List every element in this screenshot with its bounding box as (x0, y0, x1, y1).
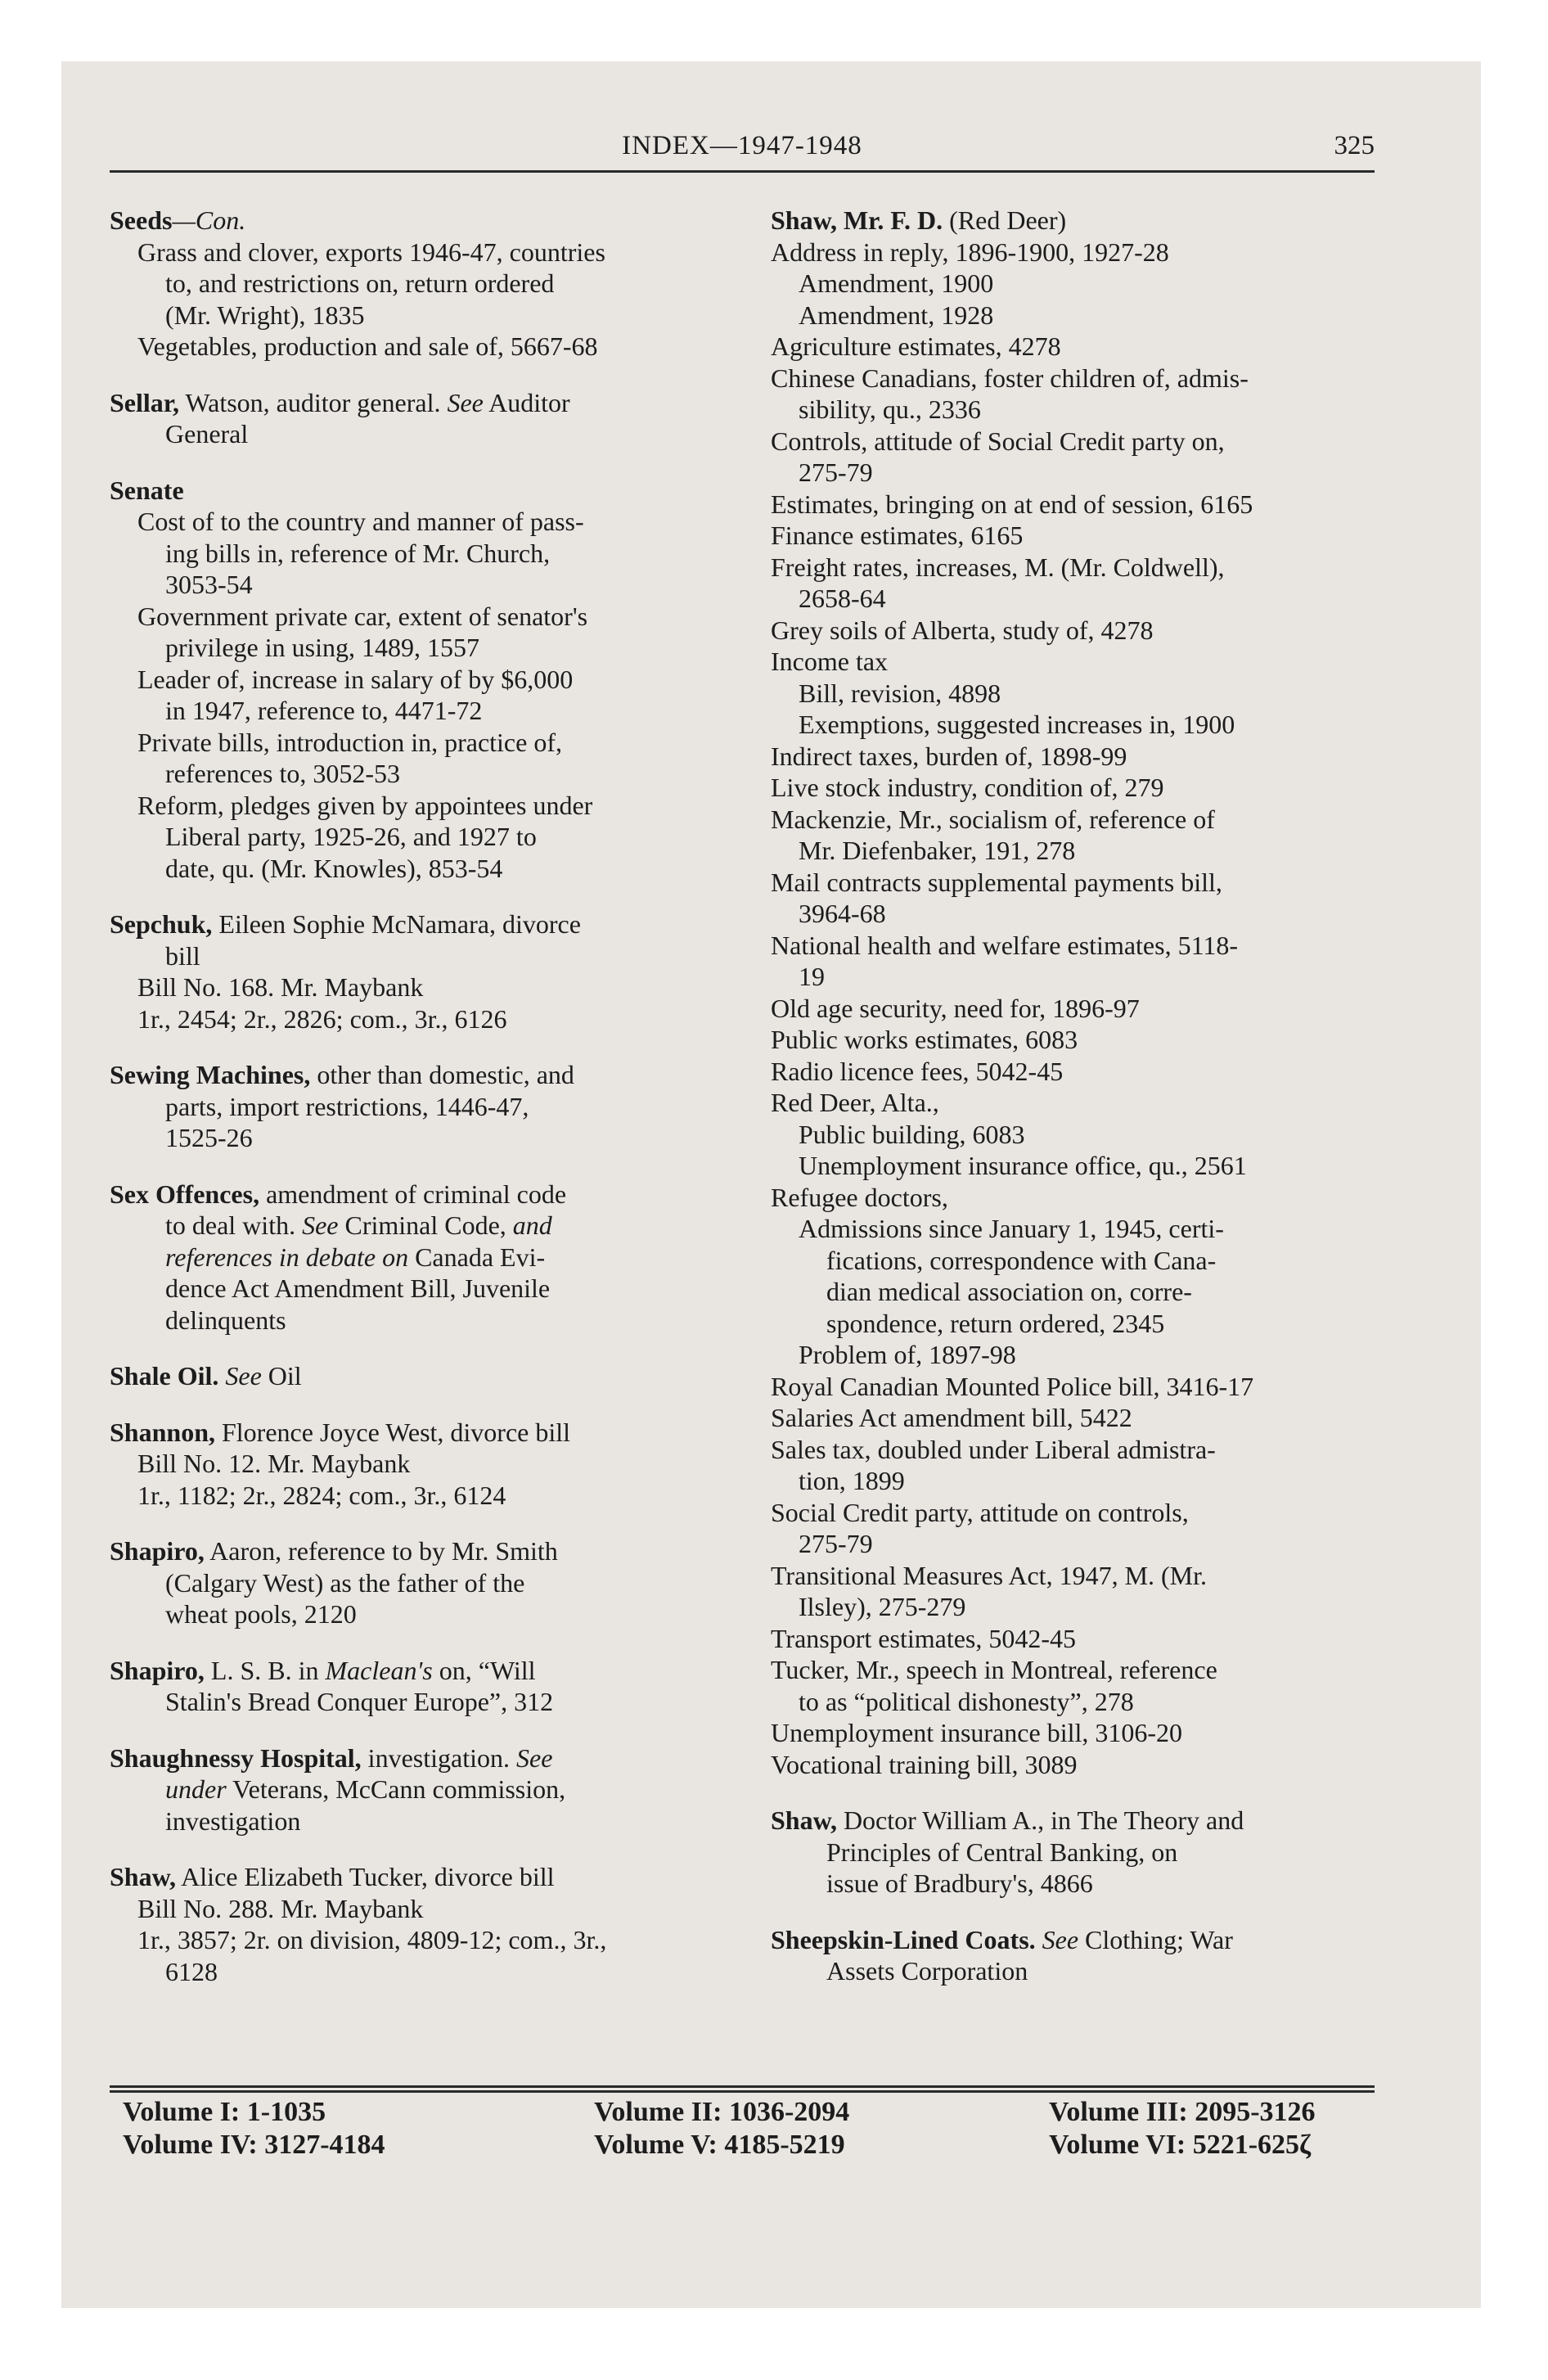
entry-text: 2658-64 (799, 584, 886, 613)
entry-text: Unemployment insurance office, qu., 2561 (799, 1151, 1247, 1180)
entry-italic-text: under (165, 1774, 227, 1804)
entry-text: in 1947, reference to, 4471-72 (165, 696, 483, 725)
entry-text: 6128 (165, 1956, 218, 1986)
index-line (771, 1955, 1376, 1987)
entry-text: Refugee doctors, (771, 1182, 948, 1212)
index-line (771, 1465, 1376, 1497)
entry-text: Stalin's Bread Conquer Europe”, 312 (165, 1687, 554, 1716)
entry-text: spondence, return ordered, 2345 (826, 1308, 1165, 1338)
entry-text: (Calgary West) as the father of the (165, 1567, 525, 1598)
index-line (110, 1893, 715, 1925)
entry-text: Controls, attitude of Social Credit party on, (771, 426, 1225, 456)
entry-text: Address in reply, 1896-1900, 1927-28 (771, 237, 1169, 267)
index-line (771, 741, 1376, 773)
entry-headword: Shaughnessy Hospital, (110, 1742, 362, 1773)
index-entry (110, 475, 715, 885)
index-line (110, 331, 715, 363)
entry-text: bill (165, 940, 200, 971)
index-entry (110, 1655, 715, 1718)
index-line (110, 268, 715, 300)
index-line (771, 1528, 1376, 1560)
entry-text: 1525-26 (165, 1123, 253, 1152)
index-line (110, 908, 715, 940)
entry-text: General (165, 419, 249, 449)
index-line (110, 1686, 715, 1718)
entry-text: to, and restrictions on, return ordered (165, 268, 555, 298)
entry-text: Live stock industry, condition of, 279 (771, 773, 1164, 802)
index-entry (110, 1742, 715, 1837)
index-line (110, 1655, 715, 1687)
index-line (110, 569, 715, 601)
entry-text: Canada Evi- (408, 1242, 546, 1272)
entry-italic-text: See (302, 1210, 339, 1240)
entry-text: Government private car, extent of senator's (137, 601, 588, 631)
footer-rule-top-2 (110, 2090, 1375, 2093)
entry-text: Amendment, 1928 (799, 300, 994, 330)
entry-text: Tucker, Mr., speech in Montreal, reference (771, 1655, 1217, 1684)
entry-text: L. S. B. in (204, 1655, 326, 1685)
index-entry (110, 1059, 715, 1154)
entry-italic-text: —Con. (172, 205, 246, 235)
index-line (771, 300, 1376, 331)
index-line (110, 1567, 715, 1599)
index-line (771, 646, 1376, 678)
index-line (110, 1774, 715, 1805)
index-line (771, 457, 1376, 489)
index-entry (771, 1805, 1376, 1900)
index-line (110, 1242, 715, 1273)
entry-text: Alice Elizabeth Tucker, divorce bill (175, 1862, 555, 1891)
entry-headword: Senate (110, 475, 184, 505)
index-entry (110, 387, 715, 450)
entry-text: Vocational training bill, 3089 (771, 1749, 1078, 1779)
entry-text: Public works estimates, 6083 (771, 1025, 1078, 1054)
entry-text: sibility, qu., 2336 (799, 394, 981, 424)
entry-text: Criminal Code, (338, 1210, 513, 1240)
index-line (110, 205, 715, 237)
entry-text: Royal Canadian Mounted Police bill, 3416-17 (771, 1371, 1254, 1401)
index-entry (110, 1417, 715, 1512)
entry-text: 1r., 1182; 2r., 2824; com., 3r., 6124 (137, 1480, 506, 1510)
entry-text: amendment of criminal code (259, 1179, 567, 1209)
index-line (771, 583, 1376, 615)
entry-text: Income tax (771, 647, 889, 676)
index-line (110, 475, 715, 507)
entry-text: 275-79 (799, 1529, 873, 1558)
entry-text: 19 (799, 962, 825, 991)
index-entry (110, 1861, 715, 1987)
entry-headword: Shaw, Mr. F. D. (771, 205, 943, 235)
entry-text: to deal with. (165, 1210, 303, 1240)
index-line (771, 1119, 1376, 1151)
index-line (771, 1749, 1376, 1781)
index-entry (771, 1924, 1376, 1987)
entry-italic-text: and (512, 1210, 552, 1240)
entry-text: investigation (165, 1805, 301, 1836)
index-line (110, 1598, 715, 1630)
index-line (771, 237, 1376, 268)
index-line (110, 418, 715, 450)
entry-text: privilege in using, 1489, 1557 (165, 633, 479, 662)
entry-text: Old age security, need for, 1896-97 (771, 993, 1140, 1023)
volume-key: Volume II: 1036-2094 (594, 2097, 850, 2127)
entry-text: Social Credit party, attitude on controls, (771, 1497, 1189, 1527)
index-line (771, 1245, 1376, 1277)
entry-headword: Shannon, (110, 1417, 215, 1447)
entry-text: on, “Will (432, 1655, 536, 1685)
entry-text: 275-79 (799, 458, 873, 487)
entry-headword: Shapiro, (110, 1655, 205, 1685)
entry-text: Reform, pledges given by appointees under (137, 790, 593, 820)
entry-headword: Shale Oil. (110, 1361, 219, 1391)
index-line (110, 1360, 715, 1392)
entry-text: to as “political dishonesty”, 278 (799, 1686, 1134, 1716)
entry-text: investigation. (361, 1742, 516, 1773)
index-line (110, 940, 715, 972)
index-line (771, 930, 1376, 962)
entry-text: Transitional Measures Act, 1947, M. (Mr. (771, 1560, 1208, 1590)
index-line (771, 615, 1376, 647)
index-line (110, 1122, 715, 1154)
index-line (771, 772, 1376, 804)
index-line (771, 835, 1376, 867)
entry-text: Vegetables, production and sale of, 5667-68 (137, 331, 598, 361)
entry-text: other than domestic, and (310, 1060, 574, 1089)
entry-headword: Sex Offences, (110, 1179, 260, 1209)
entry-text: Agriculture estimates, 4278 (771, 331, 1061, 361)
index-line (771, 394, 1376, 426)
entry-text: 3053-54 (165, 570, 253, 599)
volume-key: Volume V: 4185-5219 (594, 2130, 845, 2160)
entry-text: Public building, 6083 (799, 1119, 1025, 1149)
entry-text: Bill No. 168. Mr. Maybank (137, 972, 424, 1002)
entry-text: Eileen Sophie McNamara, divorce (212, 909, 581, 939)
index-entry (110, 1179, 715, 1336)
entry-text (1036, 1925, 1042, 1954)
index-line (110, 758, 715, 790)
entry-headword: Seeds (110, 205, 173, 235)
entry-text: Grass and clover, exports 1946-47, countries (137, 237, 605, 267)
entry-text: Freight rates, increases, M. (Mr. Coldwell), (771, 552, 1225, 582)
index-line (110, 1003, 715, 1035)
entry-text: Florence Joyce West, divorce bill (214, 1417, 571, 1447)
entry-text: ing bills in, reference of Mr. Church, (165, 538, 551, 568)
entry-text: Cost of to the country and manner of pass- (137, 507, 584, 536)
index-line (771, 1591, 1376, 1623)
index-line (110, 1210, 715, 1242)
entry-text: Auditor (483, 387, 570, 417)
volume-key: Volume III: 2095-3126 (1049, 2097, 1316, 2127)
index-line (771, 898, 1376, 930)
index-line (771, 678, 1376, 710)
index-line (110, 727, 715, 759)
entry-text: Veterans, McCann commission, (226, 1774, 566, 1804)
index-column-left (110, 205, 715, 2012)
index-line (771, 1654, 1376, 1686)
entry-italic-text: See (1042, 1924, 1079, 1954)
entry-text: Finance estimates, 6165 (771, 521, 1024, 550)
entry-text: Admissions since January 1, 1945, certi- (799, 1214, 1224, 1243)
entry-headword: Sheepskin-Lined Coats. (771, 1924, 1036, 1954)
entry-text: dence Act Amendment Bill, Juvenile (165, 1273, 551, 1303)
entry-text: (Mr. Wright), 1835 (165, 300, 365, 330)
index-line (771, 1182, 1376, 1214)
header-rule (110, 170, 1375, 173)
index-entry (110, 1535, 715, 1630)
entry-text: Private bills, introduction in, practice of, (137, 727, 562, 757)
index-line (771, 1497, 1376, 1529)
index-entry (110, 1360, 715, 1392)
index-line (771, 993, 1376, 1025)
entry-italic-text: Maclean's (325, 1655, 433, 1685)
entry-text: dian medical association on, corre- (826, 1277, 1192, 1306)
index-line (110, 1742, 715, 1774)
index-line (110, 1305, 715, 1336)
index-line (771, 1371, 1376, 1403)
index-line (771, 331, 1376, 363)
index-line (771, 1837, 1376, 1868)
index-line (771, 1560, 1376, 1592)
entry-text: Chinese Canadians, foster children of, admis- (771, 363, 1249, 393)
entry-text: Salaries Act amendment bill, 5422 (771, 1403, 1132, 1432)
entry-text: Bill No. 12. Mr. Maybank (137, 1449, 411, 1478)
entry-text: Watson, auditor general. (179, 387, 448, 417)
index-line (110, 821, 715, 853)
index-line (110, 790, 715, 822)
index-line (771, 1434, 1376, 1466)
index-entry (110, 205, 715, 363)
page-header (110, 131, 1375, 172)
entry-headword: Shaw, (771, 1805, 837, 1835)
index-line (110, 1956, 715, 1988)
entry-headword: Sellar, (110, 387, 180, 417)
index-line (110, 695, 715, 727)
entry-italic-text: See (447, 387, 484, 417)
index-line (771, 1339, 1376, 1371)
entry-text: tion, 1899 (799, 1466, 905, 1495)
index-line (110, 1417, 715, 1449)
index-line (110, 1861, 715, 1893)
index-line (771, 1056, 1376, 1088)
entry-text: Doctor William A., in The Theory and (836, 1805, 1244, 1835)
index-line (110, 971, 715, 1003)
entry-headword: Sepchuk, (110, 909, 213, 939)
index-line (771, 426, 1376, 458)
entry-italic-text: references in debate on (165, 1242, 409, 1272)
index-entry (771, 205, 1376, 1780)
index-line (771, 867, 1376, 899)
entry-text: Red Deer, Alta., (771, 1088, 939, 1117)
entry-text: Estimates, bringing on at end of session, 6165 (771, 489, 1253, 519)
entry-text: Indirect taxes, burden of, 1898-99 (771, 741, 1127, 771)
entry-text: Mackenzie, Mr., socialism of, reference of (771, 804, 1215, 834)
entry-text: 3964-68 (799, 899, 886, 928)
entry-text: Principles of Central Banking, on (826, 1837, 1178, 1867)
index-line (110, 506, 715, 538)
index-line (771, 709, 1376, 741)
entry-text: Leader of, increase in salary of by $6,000 (137, 664, 574, 694)
index-line (771, 1686, 1376, 1718)
index-line (771, 520, 1376, 552)
entry-text: fications, correspondence with Cana- (826, 1245, 1217, 1275)
entry-text: wheat pools, 2120 (165, 1599, 357, 1629)
index-line (771, 552, 1376, 584)
entry-text: Bill, revision, 4898 (799, 678, 1001, 708)
index-line (771, 205, 1376, 237)
index-line (771, 961, 1376, 993)
index-line (771, 1150, 1376, 1182)
index-line (110, 1273, 715, 1305)
entry-text: Oil (261, 1361, 302, 1391)
entry-text: Assets Corporation (826, 1956, 1028, 1986)
index-line (110, 300, 715, 331)
entry-text: Liberal party, 1925-26, and 1927 to (165, 822, 537, 851)
entry-italic-text: See (515, 1742, 553, 1773)
index-line (771, 1213, 1376, 1245)
index-line (110, 237, 715, 268)
entry-text: Aaron, reference to by Mr. Smith (204, 1536, 558, 1566)
page-number: 325 (1334, 131, 1375, 160)
entry-text: Mail contracts supplemental payments bill, (771, 867, 1222, 897)
entry-text: delinquents (165, 1305, 286, 1335)
entry-headword: Sewing Machines, (110, 1060, 311, 1089)
index-line (771, 1868, 1376, 1900)
index-line (110, 1179, 715, 1210)
index-line (110, 601, 715, 633)
footer-rule-top (110, 2085, 1375, 2088)
entry-text: Amendment, 1900 (799, 268, 994, 298)
entry-text: (Red Deer) (943, 205, 1067, 235)
page-title: INDEX—1947-1948 (622, 131, 862, 160)
entry-text: issue of Bradbury's, 4866 (826, 1868, 1093, 1898)
entry-text: parts, import restrictions, 1446-47, (165, 1091, 529, 1121)
index-line (110, 632, 715, 664)
index-line (771, 1924, 1376, 1956)
index-line (110, 853, 715, 885)
entry-text: National health and welfare estimates, 5118- (771, 930, 1239, 960)
index-line (110, 538, 715, 570)
index-line (771, 1623, 1376, 1655)
index-line (110, 1059, 715, 1091)
index-line (771, 363, 1376, 394)
entry-text: Sales tax, doubled under Liberal admistra- (771, 1434, 1216, 1464)
entry-text: Mr. Diefenbaker, 191, 278 (799, 836, 1076, 865)
entry-text: Bill No. 288. Mr. Maybank (137, 1893, 424, 1923)
index-line (110, 1091, 715, 1123)
index-line (771, 268, 1376, 300)
index-line (771, 489, 1376, 521)
entry-text: Clothing; War (1078, 1924, 1233, 1954)
entry-headword: Shaw, (110, 1862, 176, 1891)
entry-text: references to, 3052-53 (165, 759, 400, 788)
index-line (771, 1024, 1376, 1056)
index-line (771, 1717, 1376, 1749)
index-line (771, 1805, 1376, 1837)
entry-text: Transport estimates, 5042-45 (771, 1623, 1077, 1653)
entry-text: Problem of, 1897-98 (799, 1340, 1016, 1369)
volume-key: Volume VI: 5221-625ζ (1049, 2130, 1312, 2160)
index-line (110, 664, 715, 696)
index-line (771, 1087, 1376, 1119)
index-column-right (771, 205, 1376, 2012)
entry-text: Unemployment insurance bill, 3106-20 (771, 1718, 1183, 1747)
index-line (771, 1402, 1376, 1434)
entry-italic-text: See (225, 1361, 262, 1391)
entry-text: Radio licence fees, 5042-45 (771, 1056, 1064, 1086)
entry-text: Ilsley), 275-279 (799, 1592, 966, 1621)
index-line (110, 1448, 715, 1480)
entry-text: date, qu. (Mr. Knowles), 853-54 (165, 853, 503, 883)
entry-text: 1r., 3857; 2r. on division, 4809-12; com., 3r., (137, 1925, 607, 1954)
volume-key: Volume IV: 3127-4184 (123, 2130, 385, 2160)
index-line (771, 1308, 1376, 1340)
index-line (110, 1805, 715, 1837)
entry-text: 1r., 2454; 2r., 2826; com., 3r., 6126 (137, 1003, 507, 1034)
index-line (771, 1276, 1376, 1308)
index-entry (110, 908, 715, 1034)
entry-text: Grey soils of Alberta, study of, 4278 (771, 615, 1154, 645)
volume-key: Volume I: 1-1035 (123, 2097, 326, 2127)
index-line (771, 804, 1376, 836)
index-line (110, 1924, 715, 1956)
index-line (110, 1480, 715, 1512)
entry-headword: Shapiro, (110, 1536, 205, 1566)
index-line (110, 387, 715, 419)
entry-text: Exemptions, suggested increases in, 1900 (799, 710, 1235, 739)
index-line (110, 1535, 715, 1567)
